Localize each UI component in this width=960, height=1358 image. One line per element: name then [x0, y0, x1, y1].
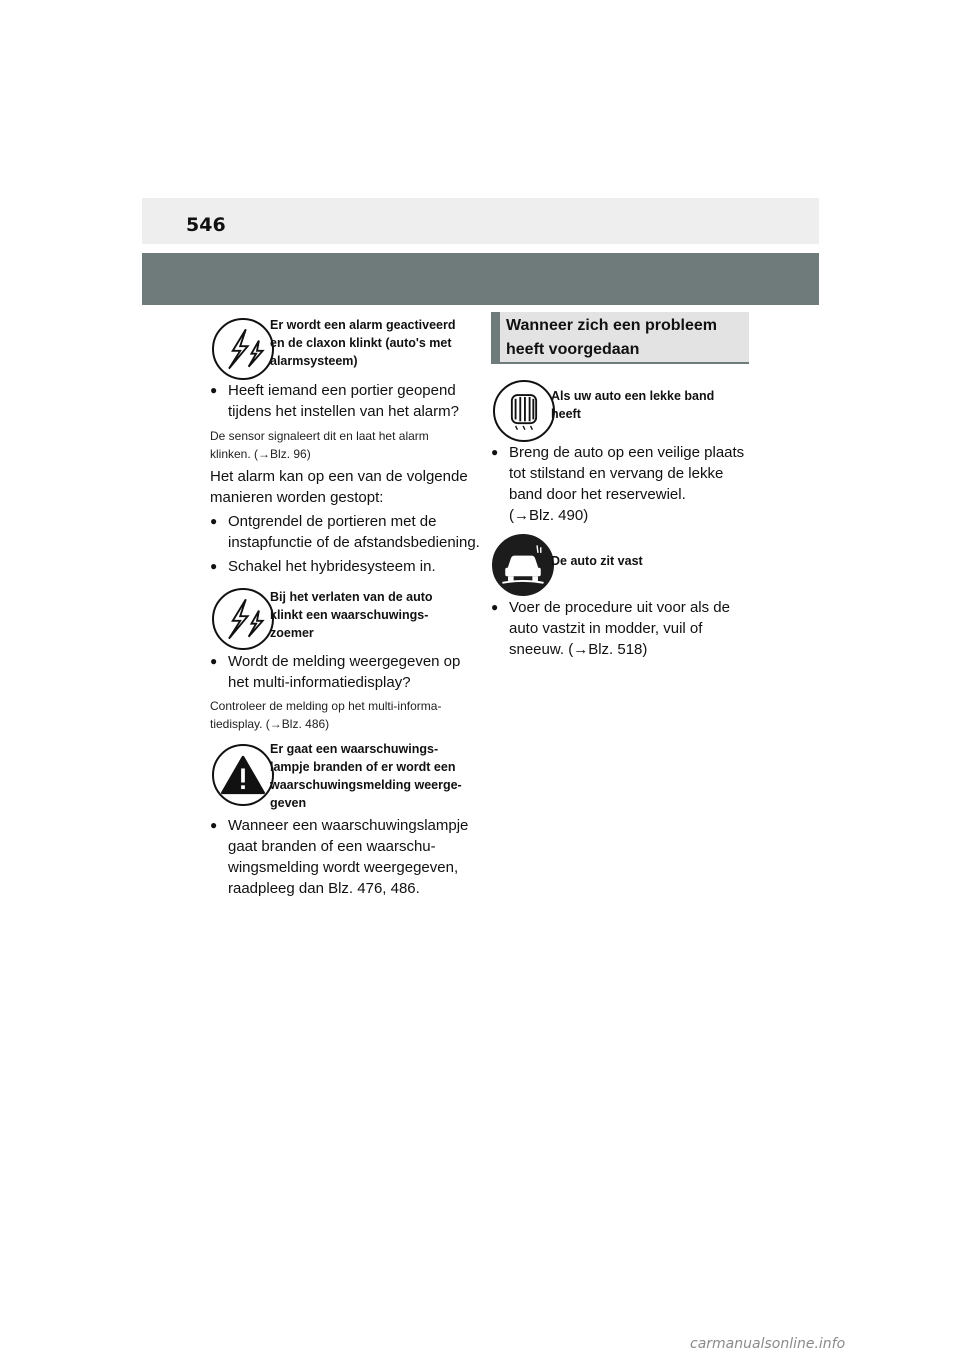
bullet-stuck-procedure: ● Voer de procedure uit voor als de auto vastzit in modder, vuil of sneeuw. (→Blz. 518) — [491, 597, 730, 660]
page-number: 546 — [186, 214, 226, 236]
header-band — [142, 198, 819, 244]
note-check-message: Controleer de melding op het multi-informa- tiedisplay. (→Blz. 486) — [210, 699, 442, 731]
bullet-unlock-doors: ● Ontgrendel de portieren met de instapfunctie of de afstandsbediening. — [210, 511, 480, 553]
buzzer-lightning-icon — [212, 588, 274, 650]
stuck-car-icon — [492, 534, 554, 596]
bullet-replace-tire: ● Breng de auto op een veilige plaats tot stilstand en vervang de lekke band door het reservewiel. (→Blz. 490) — [491, 442, 744, 526]
tire-icon-label: Als uw auto een lekke band heeft — [551, 389, 715, 421]
bullet-hybrid-system: ● Schakel het hybridesysteem in. — [210, 556, 436, 577]
section-heading: Wanneer zich een probleem heeft voorgedaan — [491, 312, 749, 364]
flat-tire-icon — [493, 380, 555, 442]
warning-icon-label: Er gaat een waarschuwings- lampje branden of er wordt een waarschuwingsmelding weerge- geven — [270, 742, 462, 810]
buzzer-icon-label: Bij het verlaten van de auto klinkt een waarschuwings- zoemer — [270, 590, 433, 640]
question-door-opened: ● Heeft iemand een portier geopend tijdens het instellen van het alarm? — [210, 380, 459, 422]
alarm-icon-label: Er wordt een alarm geactiveerd en de claxon klinkt (auto's met alarmsysteem) — [270, 318, 456, 368]
alarm-lightning-icon — [212, 318, 274, 380]
footer-watermark: carmanualsonline.info — [690, 1336, 846, 1352]
warning-triangle-icon — [212, 744, 274, 806]
question-multi-info-display: ● Wordt de melding weergegeven op het multi-informatiedisplay? — [210, 651, 460, 693]
bullet-warning-lamp: ● Wanneer een waarschuwingslampje gaat branden of een waarschu- wingsmelding wordt weergegeven, raadpleeg dan Blz. 476, 486. — [210, 815, 468, 899]
title-band — [142, 253, 819, 305]
note-sensor: De sensor signaleert dit en laat het alarm klinken. (→Blz. 96) — [210, 429, 429, 461]
stuck-icon-label: De auto zit vast — [551, 554, 643, 568]
alarm-stop-intro: Het alarm kan op een van de volgende manieren worden gestopt: — [210, 468, 468, 506]
